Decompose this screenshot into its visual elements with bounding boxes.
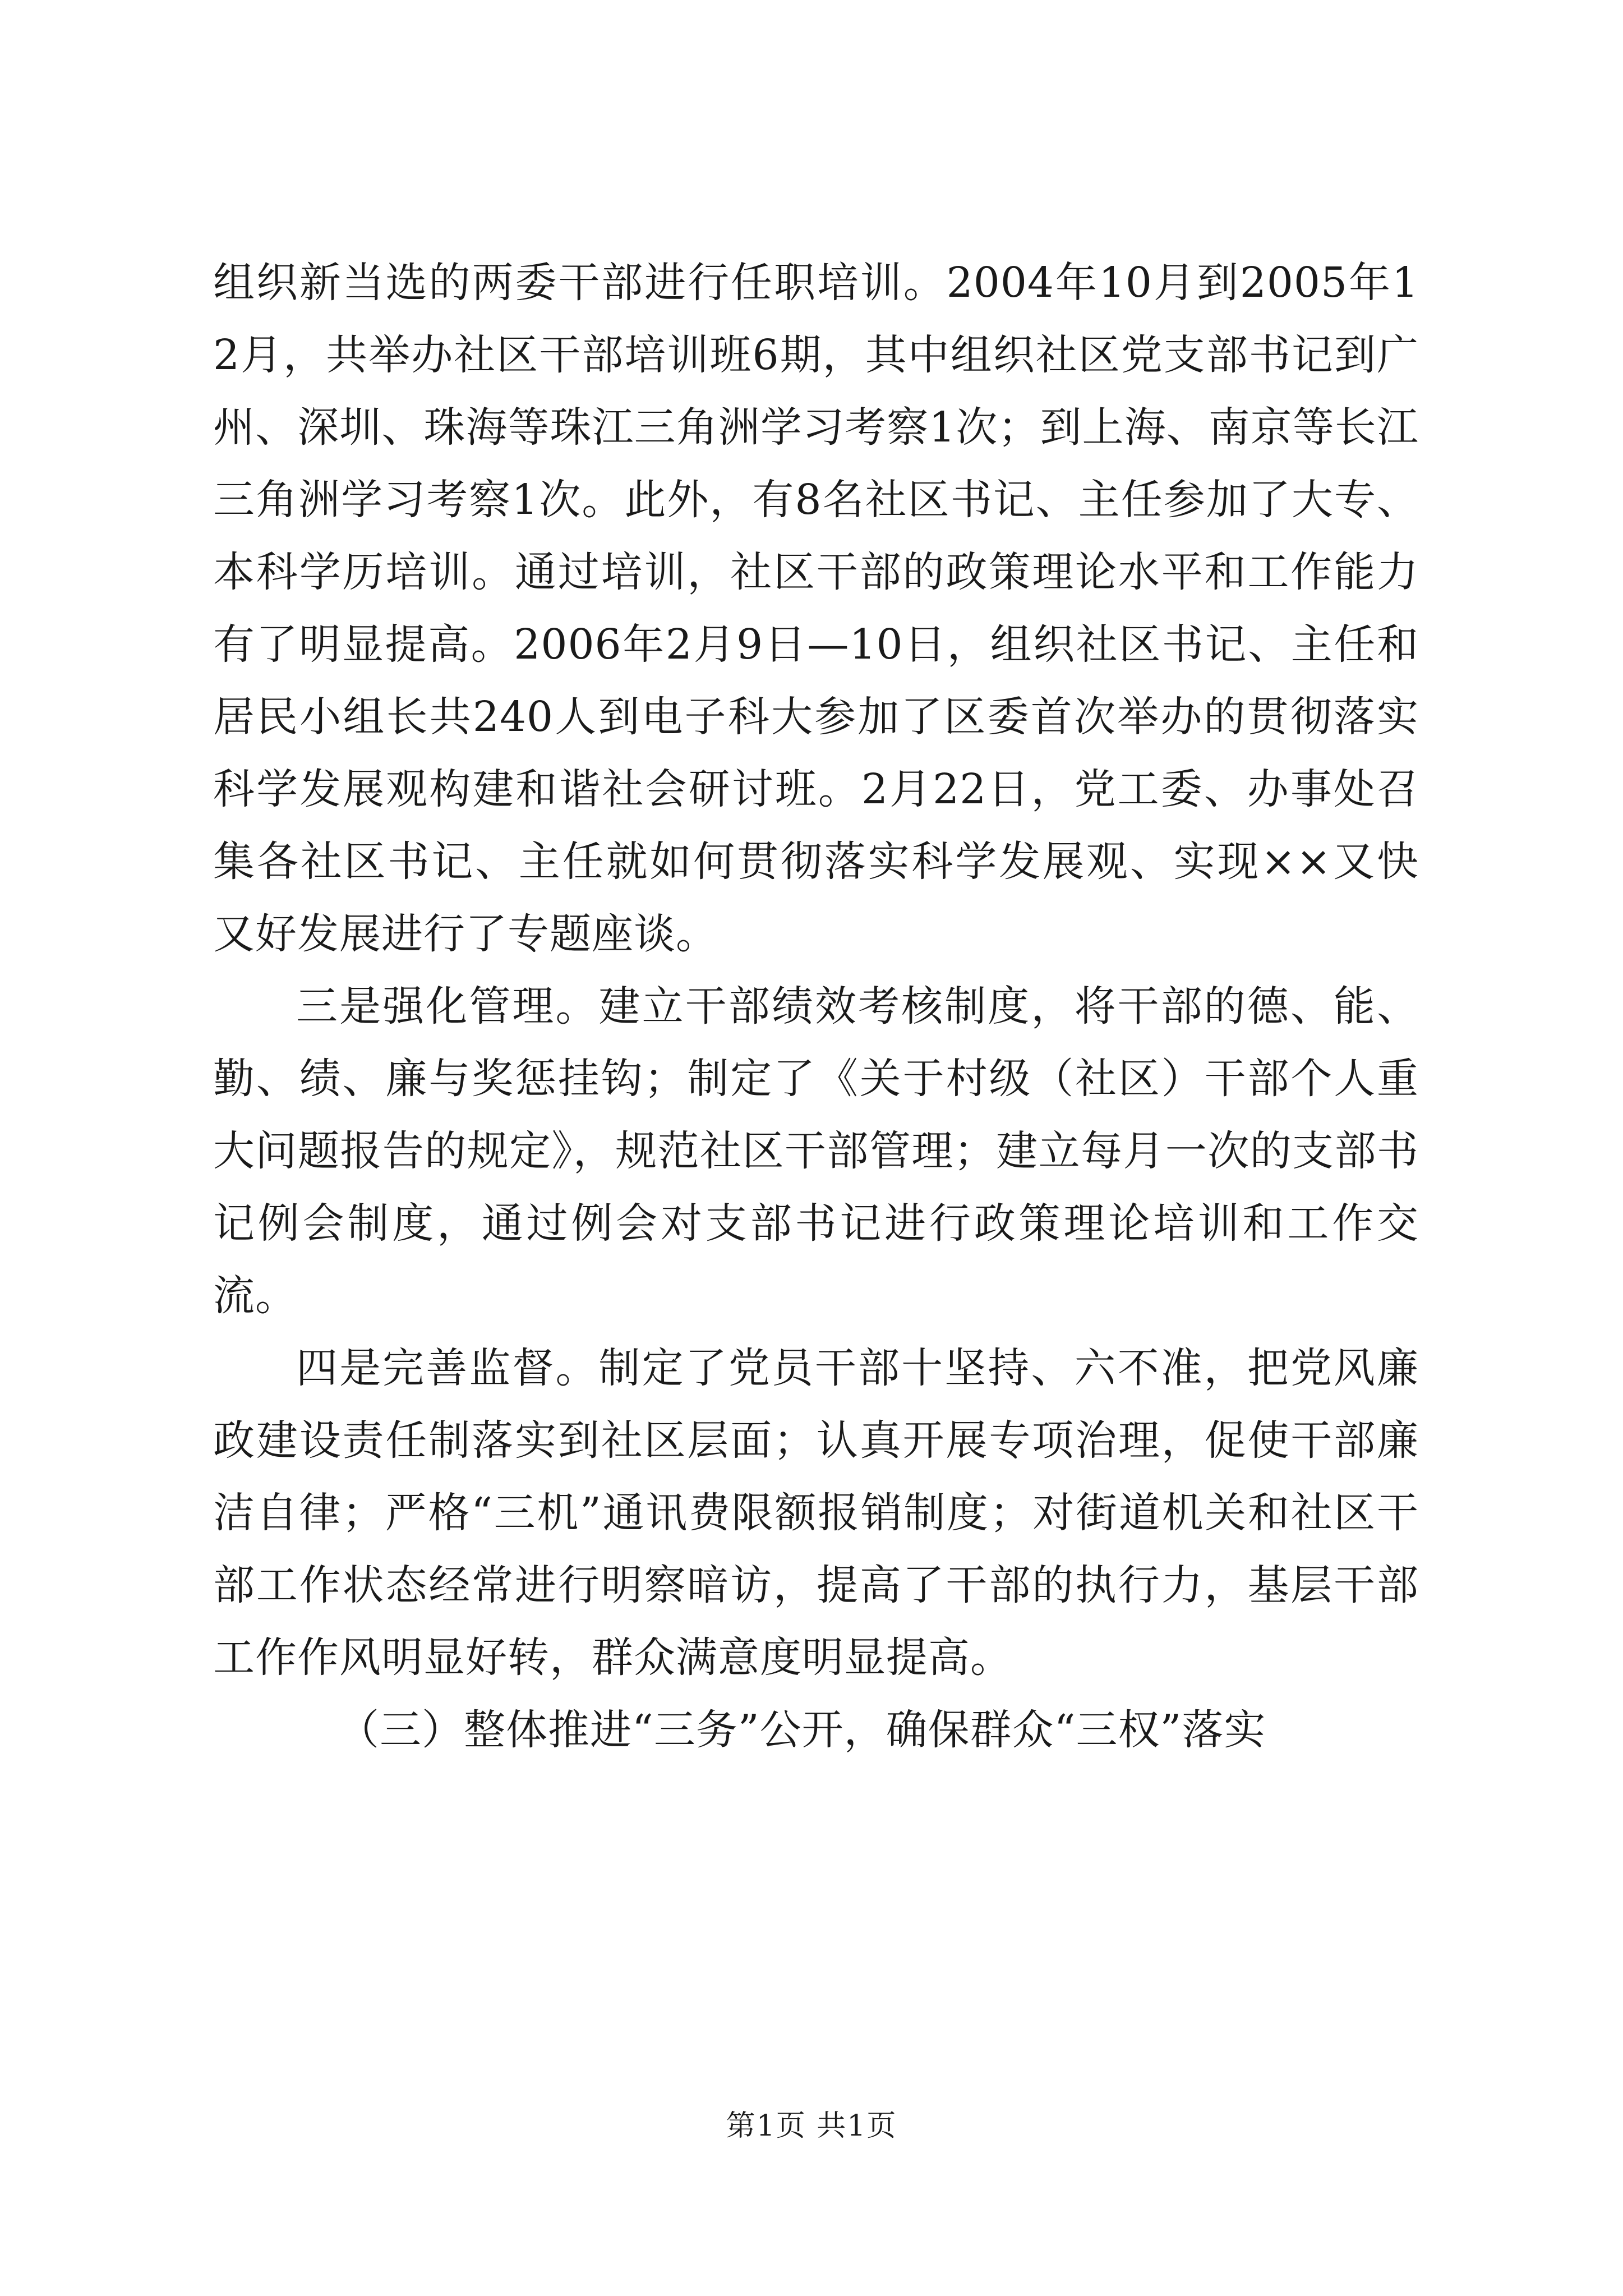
section-heading: （三）整体推进“三务”公开，确保群众“三权”落实 [338,1706,1266,1754]
page-footer: 第1页 共1页 [726,2109,897,2143]
document-body [213,247,1419,1766]
paragraph-management: 三是强化管理。建立干部绩效考核制度，将干部的德、能、勤、绩、廉与奖惩挂钩；制定了《关于村级（社区）干部个人重大问题报告的规定》，规范社区干部管理；建立每月一次的支部书记例会制度，通过例会对支部书记进行政策理论培训和工作交流。 [213,982,1419,1320]
paragraph-supervision: 四是完善监督。制定了党员干部十坚持、六不准，把党风廉政建设责任制落实到社区层面；认真开展专项治理，促使干部廉洁自律；严格“三机”通讯费限额报销制度；对街道机关和社区干部工作状态经常进行明察暗访，提高了干部的执行力，基层干部工作作风明显好转，群众满意度明显提高。 [213,1344,1419,1682]
paragraph-training: 组织新当选的两委干部进行任职培训。2004年10月到2005年12月，共举办社区干部培训班6期，其中组织社区党支部书记到广州、深圳、珠海等珠江三角洲学习考察1次；到上海、南京等长江三角洲学习考察1次。此外，有8名社区书记、主任参加了大专、本科学历培训。通过培训，社区干部的政策理论水平和工作能力有了明显提高。2006年2月9日—10日，组织社区书记、主任和居民小组长共240人到电子科大参加了区委首次举办的贯彻落实科学发展观构建和谐社会研讨班。2月22日，党工委、办事处召集各社区书记、主任就如何贯彻落实科学发展观、实现××又快又好发展进行了专题座谈。 [213,259,1419,958]
